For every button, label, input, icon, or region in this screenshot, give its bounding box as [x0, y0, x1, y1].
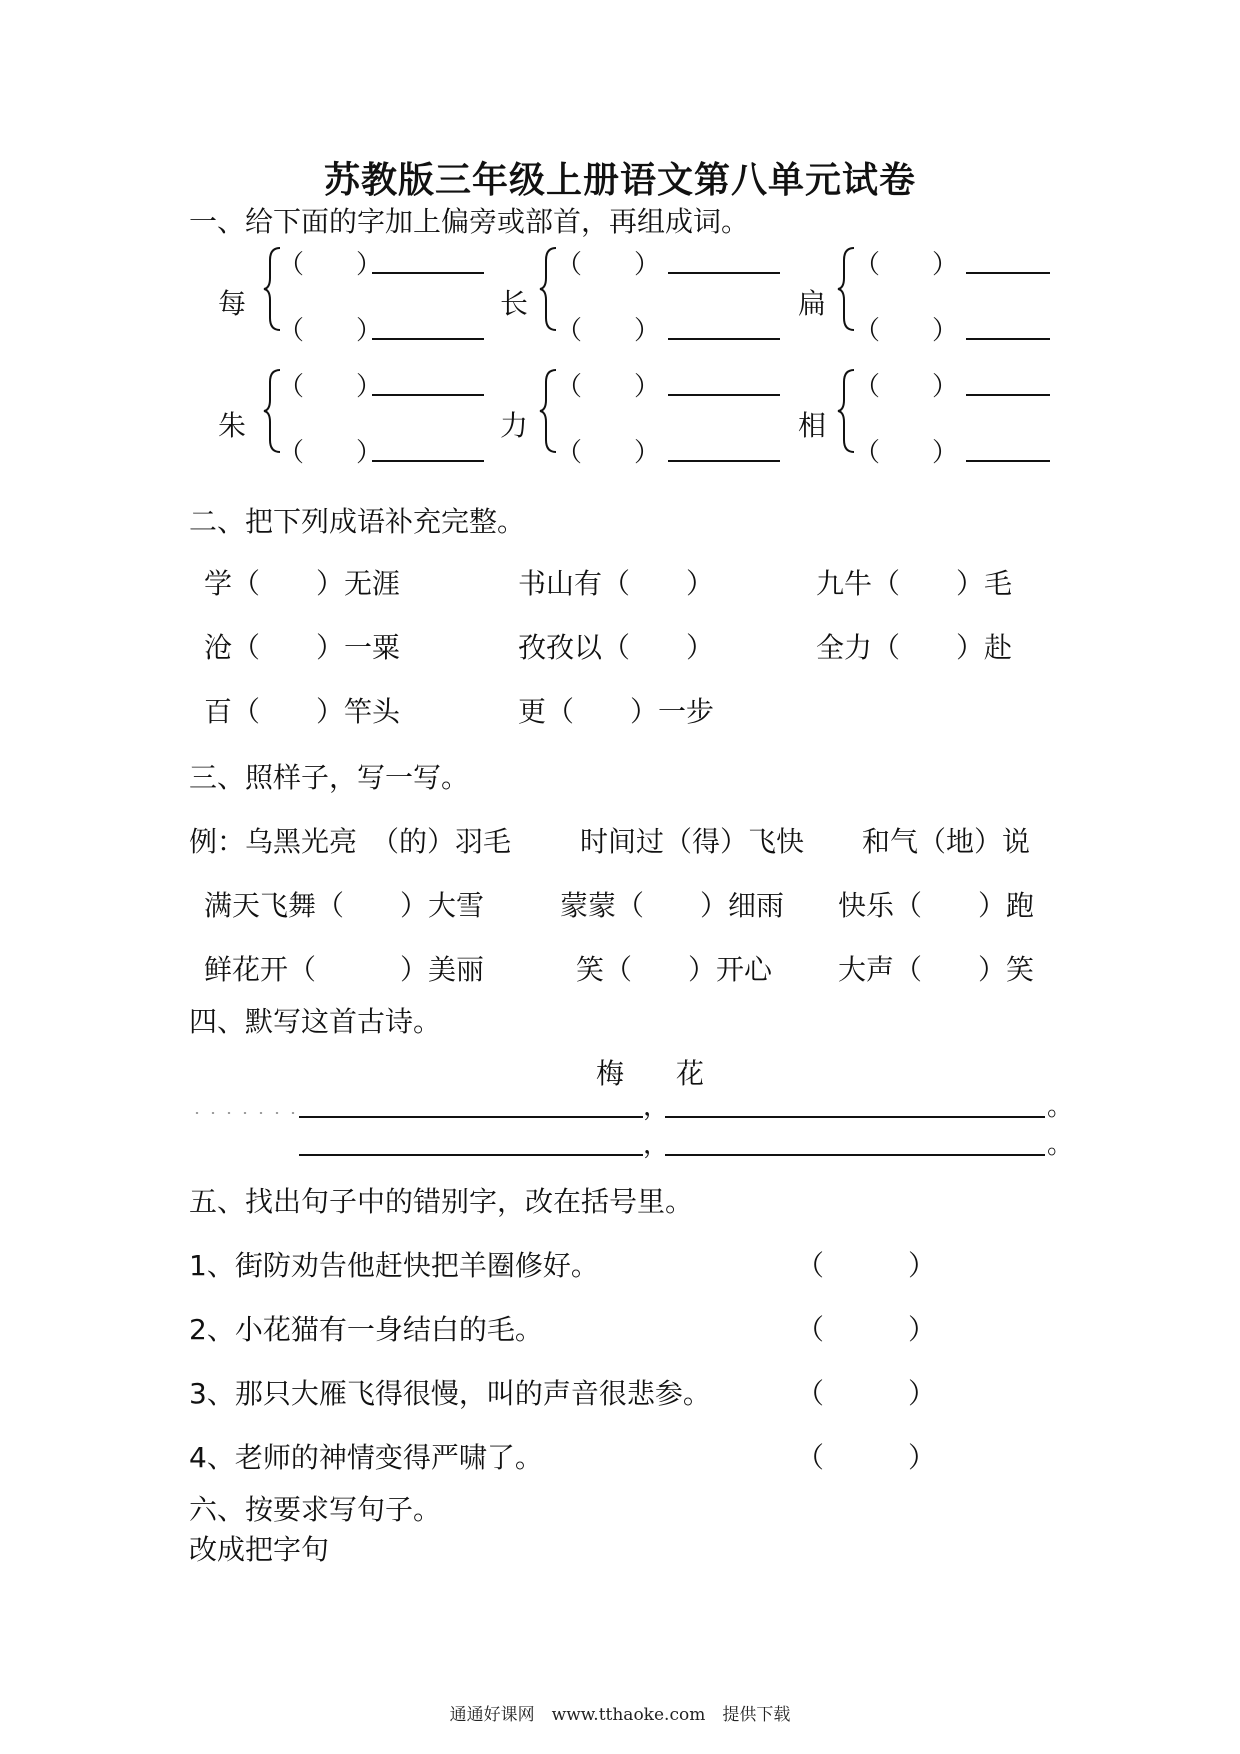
idiom-item: 全力（ ）赴 — [816, 631, 1013, 664]
correction-item: 4、老师的神情变得严啸了。 — [189, 1441, 543, 1474]
section4-heading: 四、默写这首古诗。 — [189, 1005, 442, 1038]
answer-line[interactable] — [665, 1154, 1045, 1156]
radical-base-char: 力 — [500, 409, 529, 442]
radical-paren[interactable]: （ ） — [556, 438, 661, 468]
radical-base-char: 朱 — [218, 409, 247, 442]
idiom-item: 学（ ）无涯 — [204, 567, 401, 600]
section1-heading: 一、给下面的字加上偏旁或部首，再组成词。 — [189, 205, 750, 238]
phrase-item: 鲜花开（ ）美丽 — [204, 953, 485, 986]
phrase-item: 蒙蒙（ ）细雨 — [560, 889, 785, 922]
idiom-item: 百（ ）竿头 — [204, 695, 401, 728]
radical-paren[interactable]: （ ） — [854, 316, 959, 346]
idiom-item: 更（ ）一步 — [518, 695, 715, 728]
correction-item: 1、街防劝告他赶快把羊圈修好。 — [189, 1249, 599, 1282]
word-answer-line[interactable] — [966, 272, 1050, 274]
comma-mark: ， — [643, 1130, 670, 1160]
radical-paren[interactable]: （ ） — [556, 372, 661, 402]
phrase-item: 满天飞舞（ ）大雪 — [204, 889, 485, 922]
phrase-item: 大声（ ）笑 — [838, 953, 1035, 986]
section5-heading: 五、找出句子中的错别字，改在括号里。 — [189, 1185, 694, 1218]
period-mark: 。 — [1047, 1130, 1074, 1160]
phrase-item: 笑（ ）开心 — [576, 953, 773, 986]
dotted-guide — [189, 1112, 299, 1114]
section6-heading: 六、按要求写句子。 — [189, 1493, 442, 1526]
radical-base-char: 扁 — [798, 287, 827, 320]
comma-mark: ， — [643, 1092, 670, 1122]
example-item: 和气（地）说 — [862, 825, 1031, 858]
word-answer-line[interactable] — [372, 338, 484, 340]
radical-base-char: 长 — [500, 287, 529, 320]
word-answer-line[interactable] — [668, 460, 780, 462]
answer-paren[interactable]: （ ） — [796, 1313, 937, 1346]
correction-item: 2、小花猫有一身结白的毛。 — [189, 1313, 543, 1346]
section3-heading: 三、照样子，写一写。 — [189, 761, 470, 794]
radical-paren[interactable]: （ ） — [556, 316, 661, 346]
word-answer-line[interactable] — [966, 338, 1050, 340]
word-answer-line[interactable] — [372, 394, 484, 396]
phrase-item: 快乐（ ）跑 — [838, 889, 1035, 922]
word-answer-line[interactable] — [966, 460, 1050, 462]
poem-line — [299, 1080, 1074, 1122]
answer-paren[interactable]: （ ） — [796, 1249, 937, 1282]
idiom-item: 孜孜以（ ） — [518, 631, 715, 664]
answer-line[interactable] — [299, 1154, 643, 1156]
word-answer-line[interactable] — [372, 460, 484, 462]
poem-title: 梅花 — [596, 1057, 757, 1090]
word-answer-line[interactable] — [966, 394, 1050, 396]
example-item: 例：乌黑光亮 （的）羽毛 — [189, 825, 512, 858]
idiom-item: 沧（ ）一粟 — [204, 631, 401, 664]
radical-base-char: 每 — [218, 287, 247, 320]
radical-paren[interactable]: （ ） — [854, 372, 959, 402]
word-answer-line[interactable] — [372, 272, 484, 274]
page-title: 苏教版三年级上册语文第八单元试卷 — [323, 159, 916, 201]
word-answer-line[interactable] — [668, 272, 780, 274]
radical-paren[interactable]: （ ） — [278, 372, 383, 402]
radical-paren[interactable]: （ ） — [556, 250, 661, 280]
radical-paren[interactable]: （ ） — [278, 316, 383, 346]
word-answer-line[interactable] — [668, 338, 780, 340]
radical-paren[interactable]: （ ） — [854, 250, 959, 280]
poem-line — [299, 1118, 1074, 1160]
word-answer-line[interactable] — [668, 394, 780, 396]
radical-paren[interactable]: （ ） — [278, 250, 383, 280]
example-item: 时间过（得）飞快 — [580, 825, 805, 858]
radical-paren[interactable]: （ ） — [278, 438, 383, 468]
idiom-item: 书山有（ ） — [518, 567, 715, 600]
radical-base-char: 相 — [798, 409, 827, 442]
idiom-item: 九牛（ ）毛 — [816, 567, 1013, 600]
correction-item: 3、那只大雁飞得很慢，叫的声音很悲参。 — [189, 1377, 711, 1410]
answer-paren[interactable]: （ ） — [796, 1441, 937, 1474]
section2-heading: 二、把下列成语补充完整。 — [189, 505, 526, 538]
answer-paren[interactable]: （ ） — [796, 1377, 937, 1410]
period-mark: 。 — [1047, 1092, 1074, 1122]
radical-paren[interactable]: （ ） — [854, 438, 959, 468]
section6-subheading: 改成把字句 — [189, 1533, 330, 1566]
footer-credit: 通通好课网 www.tthaoke.com 提供下载 — [449, 1705, 791, 1725]
